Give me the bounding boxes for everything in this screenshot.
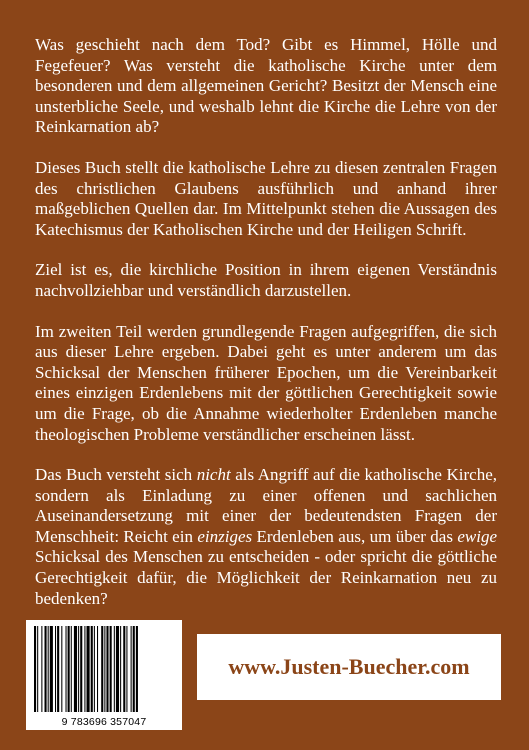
paragraph-5-part-1: Das Buch versteht sich (35, 465, 197, 485)
blurb-text (35, 35, 497, 609)
barcode-bar (74, 626, 77, 712)
isbn-barcode (26, 620, 182, 730)
website-url[interactable]: www.Justen-Buecher.com (228, 654, 470, 679)
barcode-bars (32, 626, 176, 714)
barcode-bar (120, 626, 121, 712)
barcode-bar (84, 626, 85, 712)
barcode-bar (57, 626, 59, 712)
barcode-bar (123, 626, 125, 712)
barcode-bar (106, 626, 108, 712)
paragraph-4: Im zweiten Teil werden grundlegende Fragen aufgegriffen, die sich aus dieser Lehre ergeben. Dabei geht es unter anderem um das Schicksal der Menschen früherer Epochen, um die Vereinbarkeit eines einzigen Erdenlebens mit der göttlichen Gerechtigkeit sowie um die Frage, ob die Annahme wiederholter Erdenleben manche theologischen Probleme verständlicher erscheinen lässt. (35, 321, 497, 444)
paragraph-5-part-2: als Angriff auf die katholische Kirche, sondern als Einladung zu einer offenen und sachlichen Auseinandersetzung mit einer der bedeutendsten Fragen der Menschheit: Reicht ein (35, 465, 497, 546)
barcode-bar (110, 626, 112, 712)
barcode-bar (37, 626, 38, 712)
paragraph-3: Ziel ist es, die kirchliche Position in ihrem eigenen Verständnis nachvollziehbar und verständlich darzustellen. (35, 260, 497, 300)
barcode-bar (78, 626, 79, 712)
barcode-bar (126, 626, 127, 712)
emphasis-nicht: nicht (196, 465, 231, 485)
barcode-bar (91, 626, 93, 712)
barcode-bar (66, 626, 67, 712)
paragraph-5-part-4: Schicksal des Menschen zu entscheiden - oder spricht die göttliche Gerechtigkeit dafür, die Möglichkeit der Reinkarnation neu zu bedenken? (35, 547, 497, 608)
website-box (197, 634, 501, 700)
barcode-bar (34, 626, 36, 712)
barcode-bar (101, 626, 103, 712)
barcode-bar (45, 626, 47, 712)
barcode-bar (55, 626, 56, 712)
barcode-bar (68, 626, 70, 712)
paragraph-5-part-3: Erdenleben aus, um über das (252, 526, 458, 546)
barcode-bar (136, 626, 138, 712)
barcode-bar (114, 626, 115, 712)
emphasis-ewige: ewige (457, 526, 497, 546)
isbn-digits: 9 783696 357047 (61, 716, 147, 728)
barcode-bar (48, 626, 49, 712)
barcode-bar (50, 626, 53, 712)
barcode-bar (71, 626, 72, 712)
barcode-bar (41, 626, 42, 712)
paragraph-1: Was geschieht nach dem Tod? Gibt es Himmel, Hölle und Fegefeuer? Was versteht die katholische Kirche unter dem besonderen und dem allgemeinen Gericht? Besitzt der Mensch eine unsterbliche Seele, und weshalb lehnt die Kirche die Lehre von der Reinkarnation ab? (35, 35, 497, 137)
barcode-bar (104, 626, 105, 712)
paragraph-2: Dieses Buch stellt die katholische Lehre zu diesen zentralen Fragen des christlichen Glaubens ausführlich und anhand ihrer maßgeblichen Quellen dar. Im Mittelpunkt stehen die Aussagen des Katechismus der Katholischen Kirche und der Heiligen Schrift. (35, 157, 497, 239)
barcode-bar (80, 626, 82, 712)
emphasis-einziges: einziges (197, 526, 253, 546)
barcode-bar (87, 626, 90, 712)
barcode-bar (131, 626, 132, 712)
barcode-bar (97, 626, 98, 712)
barcode-bar (133, 626, 135, 712)
paragraph-5 (35, 465, 497, 609)
barcode-bar (94, 626, 95, 712)
barcode-bar (61, 626, 62, 712)
barcode-bar (116, 626, 119, 712)
